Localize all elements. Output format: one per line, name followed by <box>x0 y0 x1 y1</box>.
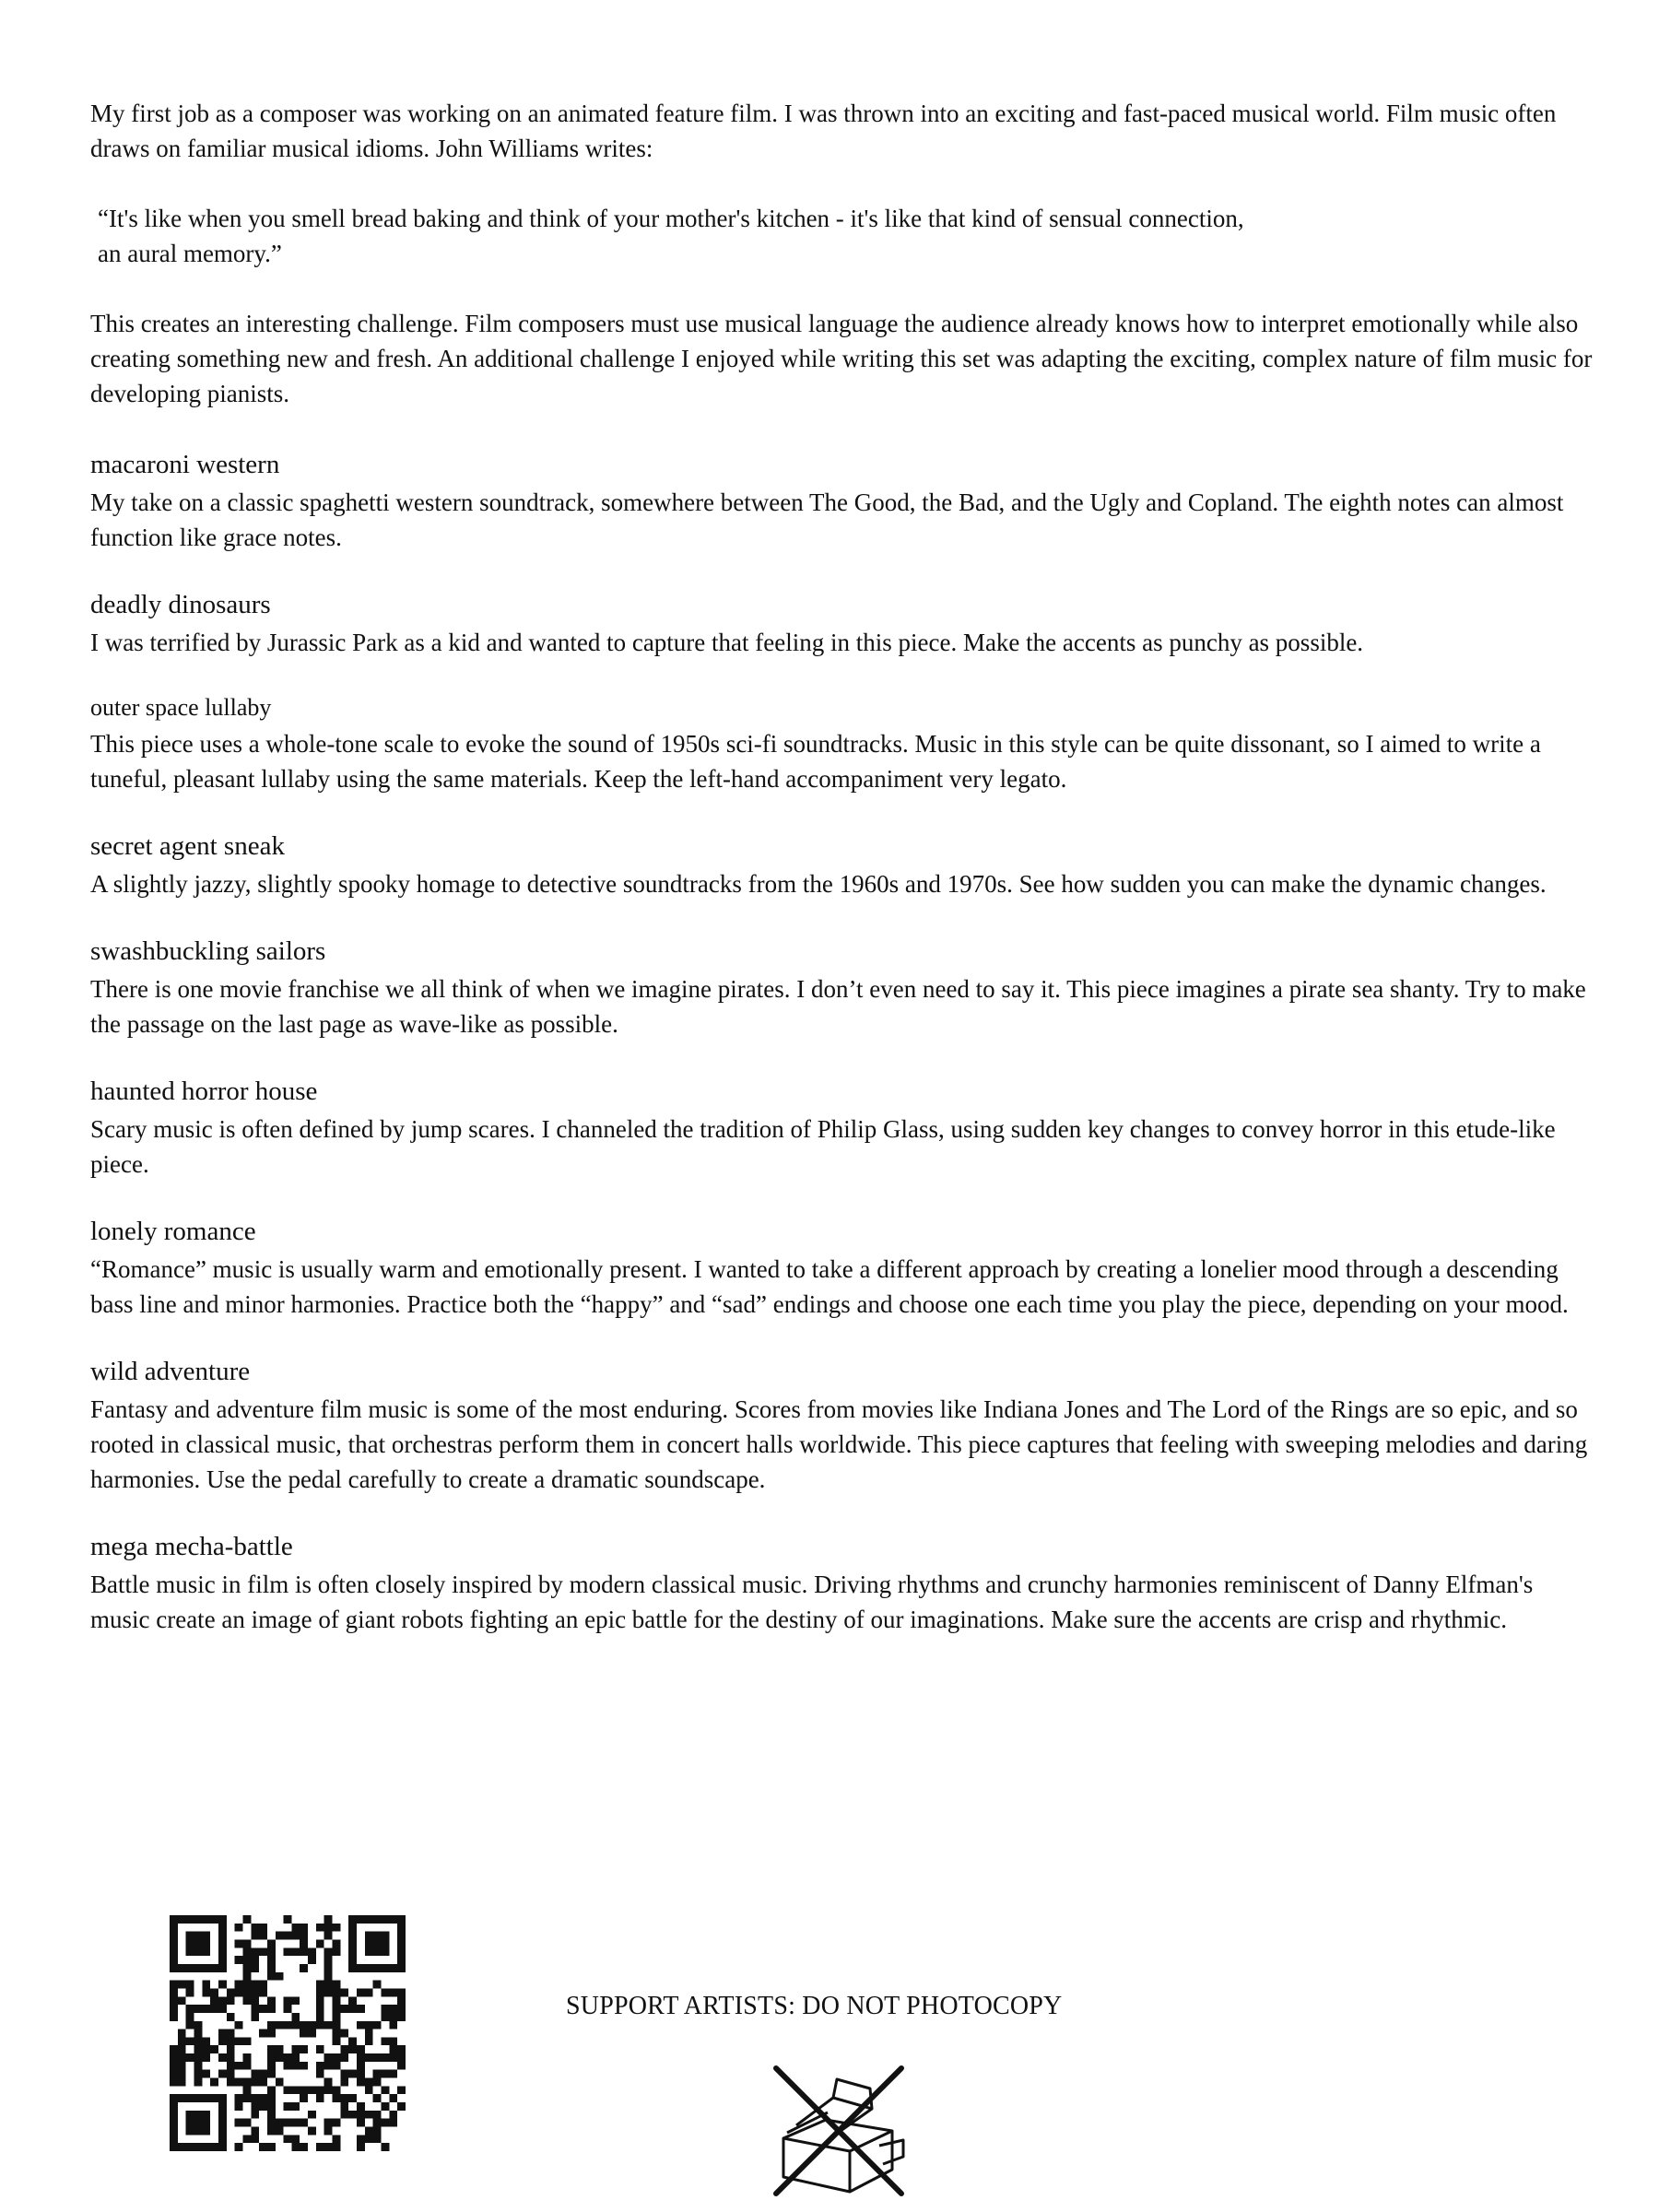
section-title: secret agent sneak <box>90 831 285 861</box>
section-text: Scary music is often defined by jump scares. I channeled the tradition of Philip Glass, using sudden key changes to convey horror in this etude-like piece. <box>90 1115 1556 1178</box>
footer <box>0 1908 1659 2212</box>
section-haunted-horror-house <box>90 1073 1593 1182</box>
document-page <box>90 96 1593 1668</box>
section-text: My take on a classic spaghetti western soundtrack, somewhere between The Good, the Bad, and the Ugly and Copland. The eighth notes can almost function like grace notes. <box>90 488 1564 551</box>
section-mega-mecha-battle <box>90 1528 1593 1637</box>
section-outer-space-lullaby <box>90 691 1593 796</box>
section-text: “Romance” music is usually warm and emotionally present. I wanted to take a different approach by creating a lonelier mood through a descending bass line and minor harmonies. Practice both the “happy” and “sad” endings and choose one each time you play the piece, depending on your mood. <box>90 1255 1569 1318</box>
section-title: haunted horror house <box>90 1077 318 1106</box>
section-text: A slightly jazzy, slightly spooky homage to detective soundtracks from the 1960s and 1970s. See how sudden you can make the dynamic changes. <box>90 870 1547 898</box>
section-text: Fantasy and adventure film music is some of the most enduring. Scores from movies like Indiana Jones and The Lord of the Rings are so epic, and so rooted in classical music, that orchestras perform them in concert halls worldwide. This piece captures that feeling with sweeping melodies and daring harmonies. Use the pedal carefully to create a dramatic soundscape. <box>90 1395 1588 1493</box>
intro-paragraph: This creates an interesting challenge. Film composers must use musical language the audience already knows how to interpret emotionally while also creating something new and fresh. An additional challenge I enjoyed while writing this set was adapting the exciting, complex nature of film music for developing pianists. <box>90 310 1593 407</box>
section-title: swashbuckling sailors <box>90 936 326 966</box>
section-text: Battle music in film is often closely inspired by modern classical music. Driving rhythms and crunchy harmonies reminiscent of Danny Elfman's music create an image of giant robots fighting an epic battle for the destiny of our imaginations. Make sure the accents are crisp and rhythmic. <box>90 1571 1534 1633</box>
section-title: lonely romance <box>90 1217 256 1246</box>
section-title: mega mecha-battle <box>90 1532 293 1561</box>
section-secret-agent-sneak <box>90 828 1593 901</box>
section-title: outer space lullaby <box>90 694 272 721</box>
section-wild-adventure <box>90 1353 1593 1497</box>
section-title: macaroni western <box>90 450 280 479</box>
section-text: This piece uses a whole-tone scale to evoke the sound of 1950s sci-fi soundtracks. Music in this style can be quite dissonant, so I aimed to write a tuneful, pleasant lullaby using the same materials. Keep the left-hand accompaniment very legato. <box>90 730 1541 793</box>
section-macaroni-western <box>90 446 1593 555</box>
section-title: deadly dinosaurs <box>90 590 271 619</box>
john-williams-quote <box>98 201 1593 271</box>
no-photocopy-icon <box>769 2061 909 2201</box>
section-text: I was terrified by Jurassic Park as a kid and wanted to capture that feeling in this piece. Make the accents as punchy as possible. <box>90 629 1364 656</box>
quote-line: “It's like when you smell bread baking and think of your mother's kitchen - it's like that kind of sensual connection, <box>98 205 1244 232</box>
section-lonely-romance <box>90 1213 1593 1322</box>
section-swashbuckling-sailors <box>90 933 1593 1041</box>
qr-code-icon <box>170 1915 406 2151</box>
section-deadly-dinosaurs <box>90 586 1593 660</box>
intro-paragraph: My first job as a composer was working on an animated feature film. I was thrown into an exciting and fast-paced musical world. Film music often draws on familiar musical idioms. John Williams writes: <box>90 100 1557 162</box>
quote-line: an aural memory.” <box>98 240 282 267</box>
support-artists-notice: SUPPORT ARTISTS: DO NOT PHOTOCOPY <box>566 1992 1063 2020</box>
section-text: There is one movie franchise we all think of when we imagine pirates. I don’t even need to say it. This piece imagines a pirate sea shanty. Try to make the passage on the last page as wave-like as possible. <box>90 975 1586 1038</box>
section-title: wild adventure <box>90 1357 251 1386</box>
